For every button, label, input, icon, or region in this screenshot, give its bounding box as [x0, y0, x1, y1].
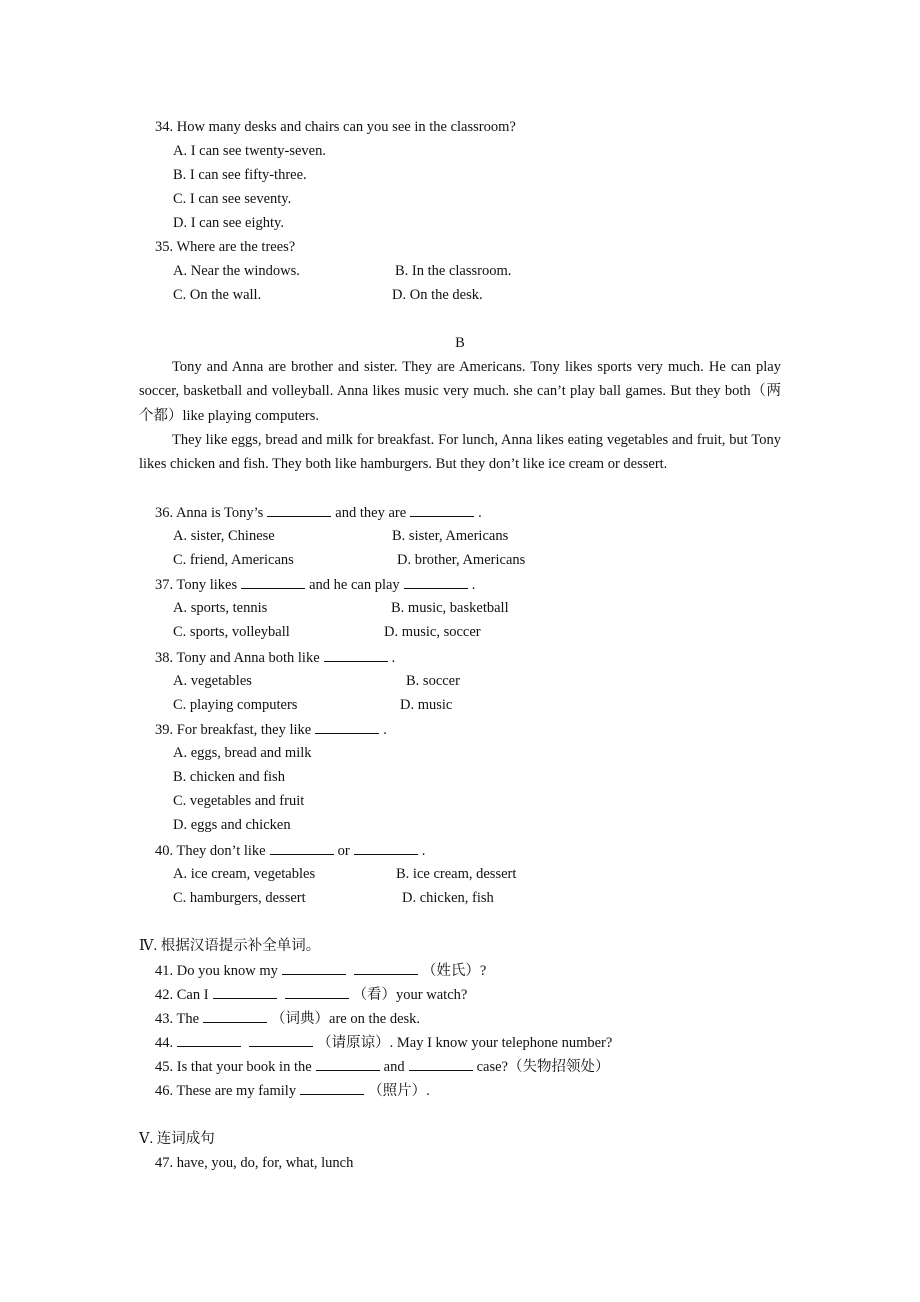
question-38: [155, 647, 395, 668]
answer-blank[interactable]: [285, 984, 349, 999]
answer-blank[interactable]: [409, 1056, 473, 1071]
q46-text-2: （照片）.: [368, 1083, 430, 1099]
q37-option-c: C. sports, volleyball: [173, 624, 290, 640]
passage-paragraph-2-text: They like eggs, bread and milk for breakfast. For lunch, Anna likes eating vegetables and fruit, but Tony likes chicken and fish. They both like hamburgers. But they don’t like ice cream or dessert.: [139, 432, 781, 473]
q37-option-b: B. music, basketball: [391, 600, 509, 616]
q35-option-d: D. On the desk.: [392, 287, 483, 303]
q46-text-1: 46. These are my family: [155, 1083, 297, 1099]
question-34: 34. How many desks and chairs can you see in the classroom?: [155, 119, 516, 135]
q39-text-1: 39. For breakfast, they like: [155, 722, 312, 738]
answer-blank[interactable]: [410, 502, 474, 517]
q37-text-1: 37. Tony likes: [155, 577, 238, 593]
q41-text-2: （姓氏）?: [421, 963, 487, 979]
answer-blank[interactable]: [315, 719, 379, 734]
q43-text-2: （词典）are on the desk.: [271, 1011, 421, 1027]
q42-text-1: 42. Can I: [155, 987, 209, 1003]
q38-option-a: A. vegetables: [173, 673, 252, 689]
q45-text-1: 45. Is that your book in the: [155, 1059, 312, 1075]
answer-blank[interactable]: [270, 840, 334, 855]
question-45: [155, 1056, 610, 1077]
q36-text-3: .: [478, 505, 482, 521]
question-37: [155, 574, 475, 595]
q45-text-2: and: [383, 1059, 405, 1075]
passage-paragraph-1: [139, 355, 781, 428]
q37-option-a: A. sports, tennis: [173, 600, 268, 616]
answer-blank[interactable]: [177, 1032, 241, 1047]
q38-text-1: 38. Tony and Anna both like: [155, 650, 320, 666]
q41-text-1: 41. Do you know my: [155, 963, 278, 979]
answer-blank[interactable]: [267, 502, 331, 517]
q35-option-b: B. In the classroom.: [395, 263, 512, 279]
question-35: 35. Where are the trees?: [155, 239, 296, 255]
q40-text-1: 40. They don’t like: [155, 843, 266, 859]
section-5-heading: Ⅴ. 连词成句: [139, 1131, 215, 1147]
answer-blank[interactable]: [404, 574, 468, 589]
answer-blank[interactable]: [300, 1080, 364, 1095]
q34-option-c: C. I can see seventy.: [173, 191, 292, 207]
question-46: [155, 1080, 430, 1101]
q34-option-b: B. I can see fifty-three.: [173, 167, 307, 183]
q38-text-2: .: [391, 650, 396, 666]
q39-option-c: C. vegetables and fruit: [173, 793, 305, 809]
q40-text-2: or: [337, 843, 350, 859]
passage-paragraph-1-text: Tony and Anna are brother and sister. They are Americans. Tony likes sports very much. He can play soccer, basketball and volleyball. Anna likes music very much. she can’t play ball games. But they both（两个都）like playing computers.: [139, 359, 781, 424]
answer-blank[interactable]: [241, 574, 305, 589]
q39-option-d: D. eggs and chicken: [173, 817, 291, 833]
q45-text-3: case?（失物招领处）: [476, 1059, 610, 1075]
answer-blank[interactable]: [354, 840, 418, 855]
q43-text-1: 43. The: [155, 1011, 200, 1027]
q39-text-2: .: [383, 722, 387, 738]
answer-blank[interactable]: [354, 960, 418, 975]
question-44: [155, 1032, 612, 1053]
question-36: [155, 502, 482, 523]
q39-option-a: A. eggs, bread and milk: [173, 745, 312, 761]
q40-option-b: B. ice cream, dessert: [396, 866, 517, 882]
answer-blank[interactable]: [316, 1056, 380, 1071]
answer-blank[interactable]: [324, 647, 388, 662]
q36-option-b: B. sister, Americans: [392, 528, 509, 544]
q42-text-2: （看）your watch?: [352, 987, 468, 1003]
q35-option-c: C. On the wall.: [173, 287, 262, 303]
question-42: [155, 984, 467, 1005]
question-40: [155, 840, 425, 861]
q38-option-b: B. soccer: [406, 673, 460, 689]
q36-text-2: and they are: [335, 505, 407, 521]
question-41: [155, 960, 486, 981]
q38-option-c: C. playing computers: [173, 697, 298, 713]
q39-option-b: B. chicken and fish: [173, 769, 285, 785]
section-b-heading: B: [455, 335, 465, 351]
q37-text-2: and he can play: [309, 577, 400, 593]
q40-option-c: C. hamburgers, dessert: [173, 890, 306, 906]
q40-option-d: D. chicken, fish: [402, 890, 494, 906]
q34-option-a: A. I can see twenty-seven.: [173, 143, 326, 159]
answer-blank[interactable]: [203, 1008, 267, 1023]
q44-text-2: （请原谅）. May I know your telephone number?: [317, 1035, 613, 1051]
answer-blank[interactable]: [249, 1032, 313, 1047]
answer-blank[interactable]: [213, 984, 277, 999]
q37-option-d: D. music, soccer: [384, 624, 481, 640]
q36-option-d: D. brother, Americans: [397, 552, 526, 568]
passage-paragraph-2: [139, 428, 781, 477]
q38-option-d: D. music: [400, 697, 453, 713]
q37-text-3: .: [471, 577, 476, 593]
section-4-heading: Ⅳ. 根据汉语提示补全单词。: [139, 938, 321, 954]
q36-option-c: C. friend, Americans: [173, 552, 294, 568]
question-47: 47. have, you, do, for, what, lunch: [155, 1155, 354, 1171]
q36-option-a: A. sister, Chinese: [173, 528, 275, 544]
q44-text-1: 44.: [155, 1035, 174, 1051]
q36-text-1: 36. Anna is Tony’s: [155, 505, 264, 521]
q34-option-d: D. I can see eighty.: [173, 215, 284, 231]
question-43: [155, 1008, 420, 1029]
q40-option-a: A. ice cream, vegetables: [173, 866, 316, 882]
answer-blank[interactable]: [282, 960, 346, 975]
question-39: [155, 719, 387, 740]
q35-option-a: A. Near the windows.: [173, 263, 300, 279]
q40-text-3: .: [421, 843, 426, 859]
